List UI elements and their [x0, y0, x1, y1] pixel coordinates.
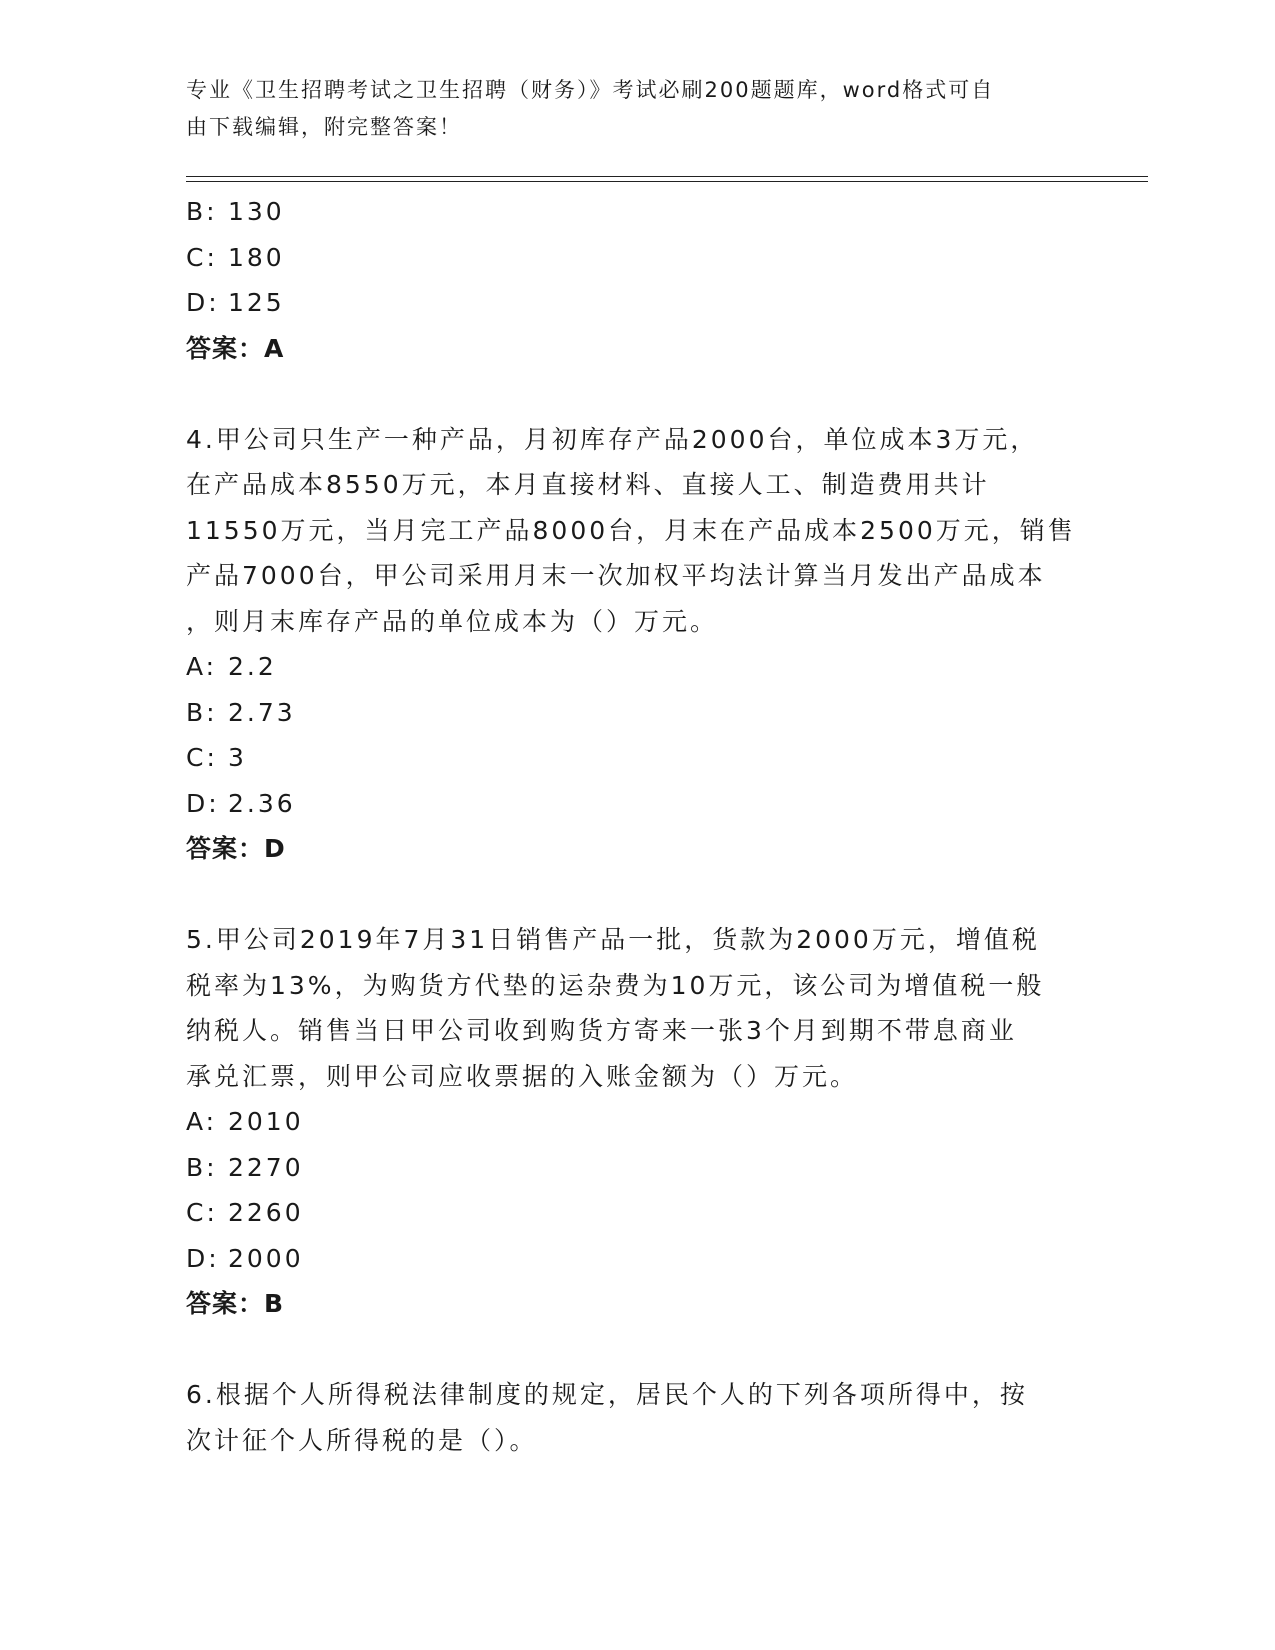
option-value: 2260	[228, 1198, 304, 1227]
option-row	[186, 735, 1086, 781]
header-divider-bottom	[186, 181, 1148, 182]
option-label: B:	[186, 197, 218, 226]
option-value: 2.2	[228, 652, 277, 681]
question-text	[186, 417, 1086, 645]
spacer	[186, 872, 1086, 918]
question-5	[186, 917, 1086, 1327]
option-label: A:	[186, 652, 218, 681]
header-line-1: 专业《卫生招聘考试之卫生招聘（财务）》考试必刷200题题库，word格式可自	[186, 78, 995, 102]
option-row	[186, 235, 1086, 281]
option-label: C:	[186, 242, 218, 272]
option-row	[186, 644, 1086, 690]
header-divider-top	[186, 176, 1148, 177]
option-label: B:	[186, 1152, 218, 1182]
question-line: ，则月末库存产品的单位成本为（）万元。	[186, 606, 719, 636]
option-row	[186, 1190, 1086, 1236]
question-line: 税率为13%，为购货方代垫的运杂费为10万元，该公司为增值税一般	[186, 970, 1045, 1000]
option-label: D:	[186, 288, 220, 317]
option-value: 125	[228, 288, 285, 317]
question-line: 纳税人。销售当日甲公司收到购货方寄来一张3个月到期不带息商业	[186, 1016, 1017, 1045]
option-value: 2270	[228, 1152, 304, 1182]
option-value: 3	[228, 743, 247, 772]
answer-line: 答案：D	[186, 834, 286, 863]
option-value: 2.73	[228, 697, 296, 727]
option-row	[186, 1099, 1086, 1145]
question-line: 6.根据个人所得税法律制度的规定，居民个人的下列各项所得中，按	[186, 1380, 1028, 1409]
option-row	[186, 690, 1086, 736]
option-label: C:	[186, 743, 218, 772]
question-line: 4.甲公司只生产一种产品，月初库存产品2000台，单位成本3万元，	[186, 424, 1039, 454]
option-label: D:	[186, 788, 220, 818]
question-line: 5.甲公司2019年7月31日销售产品一批，货款为2000万元，增值税	[186, 925, 1040, 954]
option-label: D:	[186, 1243, 220, 1273]
header-line-2: 由下载编辑，附完整答案！	[186, 115, 462, 139]
option-row	[186, 781, 1086, 827]
option-value: 2010	[228, 1107, 304, 1136]
question-4	[186, 417, 1086, 872]
question-3	[186, 189, 1086, 371]
spacer	[186, 371, 1086, 417]
option-value: 2.36	[228, 788, 296, 818]
question-line: 在产品成本8550万元，本月直接材料、直接人工、制造费用共计	[186, 470, 990, 499]
question-line: 承兑汇票，则甲公司应收票据的入账金额为（）万元。	[186, 1061, 859, 1091]
question-line: 产品7000台，甲公司采用月末一次加权平均法计算当月发出产品成本	[186, 561, 1046, 590]
question-6	[186, 1372, 1086, 1463]
question-line: 11550万元，当月完工产品8000台，月末在产品成本2500万元，销售	[186, 515, 1076, 545]
question-body	[186, 189, 1086, 1463]
answer-line: 答案：A	[186, 333, 285, 363]
option-value: 130	[228, 197, 285, 226]
option-value: 180	[228, 242, 285, 272]
option-row	[186, 189, 1086, 235]
answer-line: 答案：B	[186, 1289, 285, 1318]
spacer	[186, 1327, 1086, 1373]
option-label: B:	[186, 697, 218, 727]
option-row	[186, 1145, 1086, 1191]
question-text	[186, 1372, 1086, 1463]
question-line: 次计征个人所得税的是（）。	[186, 1425, 538, 1455]
option-label: A:	[186, 1107, 218, 1136]
question-text	[186, 917, 1086, 1099]
option-row	[186, 280, 1086, 326]
option-label: C:	[186, 1198, 218, 1227]
document-header	[186, 72, 1066, 146]
option-row	[186, 1236, 1086, 1282]
option-value: 2000	[228, 1243, 304, 1273]
